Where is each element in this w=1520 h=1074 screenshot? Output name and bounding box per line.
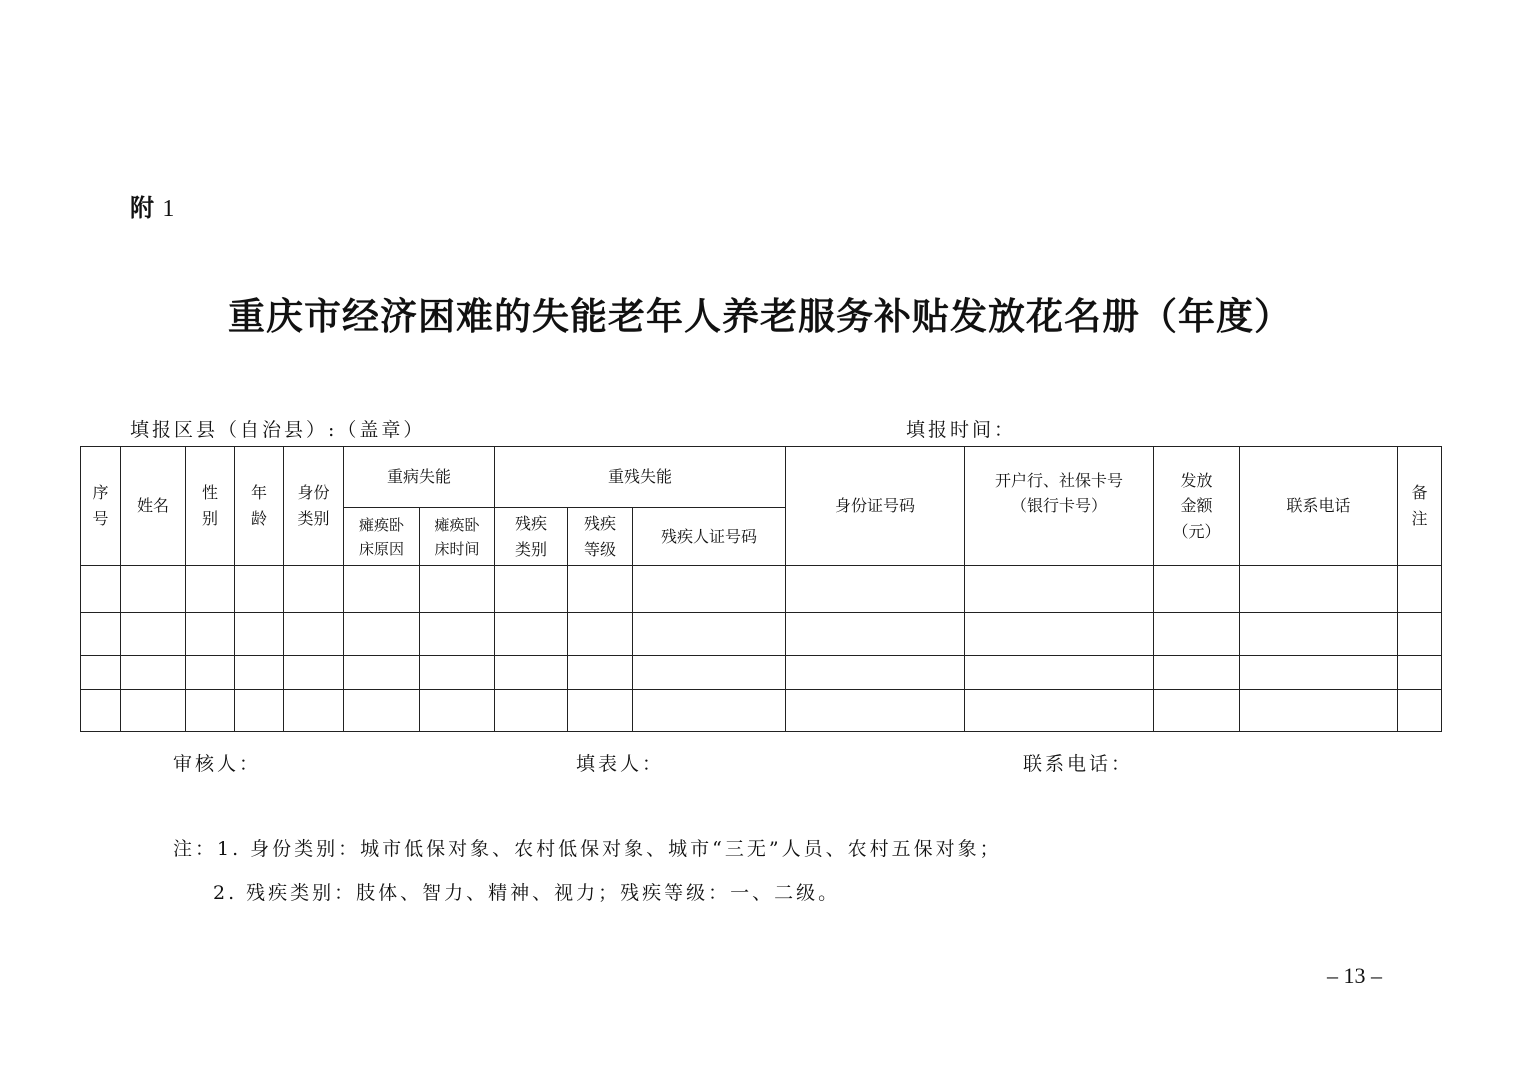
header-identity: 身份 类别 [284,447,344,566]
note-line-2: 2. 残疾类别：肢体、智力、精神、视力；残疾等级：一、二级。 [213,882,841,904]
district-field-label: 填报区县（自治县）:（盖章） [130,419,426,441]
table-cell[interactable] [1398,613,1442,656]
table-cell[interactable] [344,566,420,613]
header-phone: 联系电话 [1240,447,1398,566]
table-cell[interactable] [1240,690,1398,732]
table-row [81,613,1442,656]
note-line-1: 注：1. 身份类别：城市低保对象、农村低保对象、城市“三无”人员、农村五保对象； [173,838,1002,860]
table-cell[interactable] [344,690,420,732]
header-disability-type: 残疾 类别 [495,508,568,566]
header-seq: 序 号 [81,447,121,566]
table-cell[interactable] [568,566,633,613]
header-bank: 开户行、社保卡号 （银行卡号） [965,447,1154,566]
page-title: 重庆市经济困难的失能老年人养老服务补贴发放花名册（年度） [228,295,1292,338]
table-cell[interactable] [1154,656,1240,690]
table-row [81,690,1442,732]
table-row [81,656,1442,690]
table-cell[interactable] [495,656,568,690]
table-cell[interactable] [81,566,121,613]
header-disability-group: 重残失能 [495,447,786,508]
table-cell[interactable] [81,656,121,690]
table-cell[interactable] [568,656,633,690]
header-illness-cause: 瘫痪卧 床原因 [344,508,420,566]
table-cell[interactable] [1398,690,1442,732]
table-cell[interactable] [1398,566,1442,613]
table-cell[interactable] [965,656,1154,690]
table-cell[interactable] [1154,566,1240,613]
table-cell[interactable] [121,656,186,690]
table-cell[interactable] [965,566,1154,613]
table-cell[interactable] [1240,613,1398,656]
table-cell[interactable] [1240,656,1398,690]
attachment-label: 附 1 [130,194,175,222]
table-cell[interactable] [284,613,344,656]
filler-label: 填表人： [576,753,665,775]
header-name: 姓名 [121,447,186,566]
table-cell[interactable] [420,613,495,656]
table-cell[interactable] [1154,613,1240,656]
table-cell[interactable] [568,690,633,732]
header-disability-cert: 残疾人证号码 [633,508,786,566]
table-cell[interactable] [81,690,121,732]
table-cell[interactable] [81,613,121,656]
table-cell[interactable] [186,566,235,613]
date-field-label: 填报时间： [906,419,1017,441]
table-cell[interactable] [786,690,965,732]
table-cell[interactable] [1154,690,1240,732]
page-number: – 13 – [1327,963,1382,988]
table-cell[interactable] [284,690,344,732]
table-cell[interactable] [121,566,186,613]
reviewer-label: 审核人： [173,753,262,775]
table-cell[interactable] [420,690,495,732]
table-cell[interactable] [420,566,495,613]
header-illness-group: 重病失能 [344,447,495,508]
table-cell[interactable] [284,656,344,690]
table-cell[interactable] [633,613,786,656]
table-cell[interactable] [344,656,420,690]
table-cell[interactable] [965,690,1154,732]
table-row [81,566,1442,613]
header-illness-time: 瘫痪卧 床时间 [420,508,495,566]
table-cell[interactable] [235,566,284,613]
table-cell[interactable] [633,690,786,732]
table-cell[interactable] [568,613,633,656]
table-cell[interactable] [186,656,235,690]
header-sex: 性 别 [186,447,235,566]
header-id-number: 身份证号码 [786,447,965,566]
table-cell[interactable] [786,566,965,613]
table-cell[interactable] [1398,656,1442,690]
table-cell[interactable] [235,690,284,732]
table-cell[interactable] [420,656,495,690]
roster-table [80,446,1442,732]
table-cell[interactable] [965,613,1154,656]
table-cell[interactable] [284,566,344,613]
table-cell[interactable] [786,613,965,656]
header-disability-level: 残疾 等级 [568,508,633,566]
table-cell[interactable] [344,613,420,656]
table-cell[interactable] [495,690,568,732]
contact-phone-label: 联系电话： [1023,753,1134,775]
header-remark: 备 注 [1398,447,1442,566]
table-cell[interactable] [121,690,186,732]
table-cell[interactable] [633,566,786,613]
table-cell[interactable] [186,690,235,732]
table-cell[interactable] [495,613,568,656]
table-cell[interactable] [1240,566,1398,613]
table-cell[interactable] [186,613,235,656]
table-cell[interactable] [495,566,568,613]
table-cell[interactable] [235,613,284,656]
table-cell[interactable] [121,613,186,656]
header-amount: 发放 金额 （元） [1154,447,1240,566]
table-cell[interactable] [633,656,786,690]
table-cell[interactable] [235,656,284,690]
header-age: 年 龄 [235,447,284,566]
table-cell[interactable] [786,656,965,690]
